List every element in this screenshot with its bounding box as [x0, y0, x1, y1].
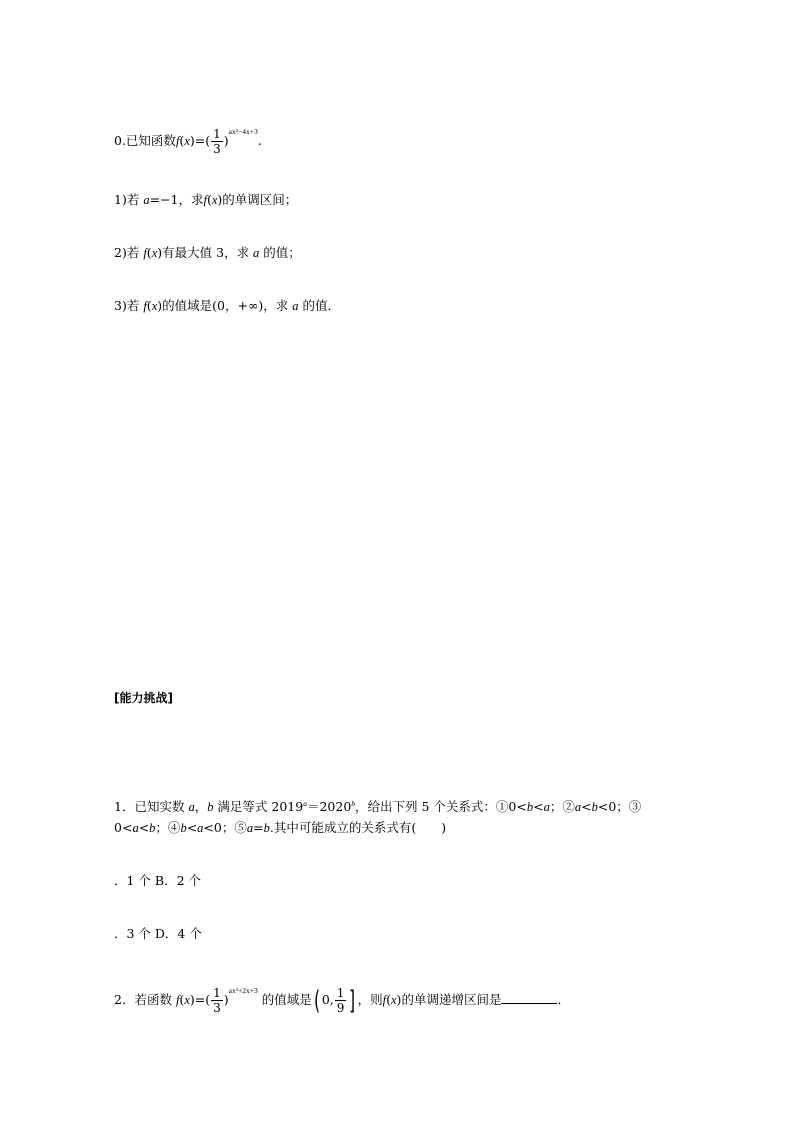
problem-1-line-1: 1．已知实数 a，b 满足等式 $2019^a=2020^b$，给出下列 5 个关系式：①0<b<a；②a<b<0；③ [114, 798, 642, 814]
exponent: ax²−4x+3 [228, 127, 258, 136]
fraction-one-third: $\frac{1}{3}$ [213, 986, 221, 1015]
sub-question-3: 3)若 f(x)的值域是(0，+∞)，求 a 的值． [114, 298, 340, 313]
exponent: ax²+2x+3 [228, 986, 258, 995]
options-row-1: ．1 个 B．2 个 [114, 873, 202, 888]
stem-prefix: 0.已知函数 [114, 133, 176, 148]
problem-1-line-2: 0<a<b；④b<a<0；⑤a=b.其中可能成立的关系式有( ) [114, 820, 447, 835]
problem-2: 2．若函数 f(x)=( $\frac{1}{3}$ )ax²+2x+3 的值域是( 0, $\frac{1}{9}$ ] ，则f(x)的单调递增区间是 ． [114, 986, 570, 1015]
equals-sign: = [194, 133, 206, 148]
sub-question-2: 2)若 f(x)有最大值 3，求 a 的值； [114, 245, 301, 260]
fraction-one-ninth: $\frac{1}{9}$ [336, 986, 345, 1015]
section-title: [能力挑战] [114, 691, 173, 705]
problem-0-stem: 0.已知函数f(x)=( $\frac{1}{3}$ )ax²−4x+3. [114, 127, 262, 156]
right-bracket: ] [349, 985, 356, 1016]
variable-x: x [184, 134, 190, 148]
left-paren: ( [313, 985, 320, 1016]
sub-question-1: 1)若 a=−1，求f(x)的单调区间； [114, 192, 298, 207]
options-row-2: ．3 个 D．4 个 [114, 926, 202, 941]
fraction-one-third: $\frac{1}{3}$ [213, 127, 221, 156]
function-symbol: f [175, 134, 180, 148]
answer-blank[interactable] [501, 991, 557, 1004]
